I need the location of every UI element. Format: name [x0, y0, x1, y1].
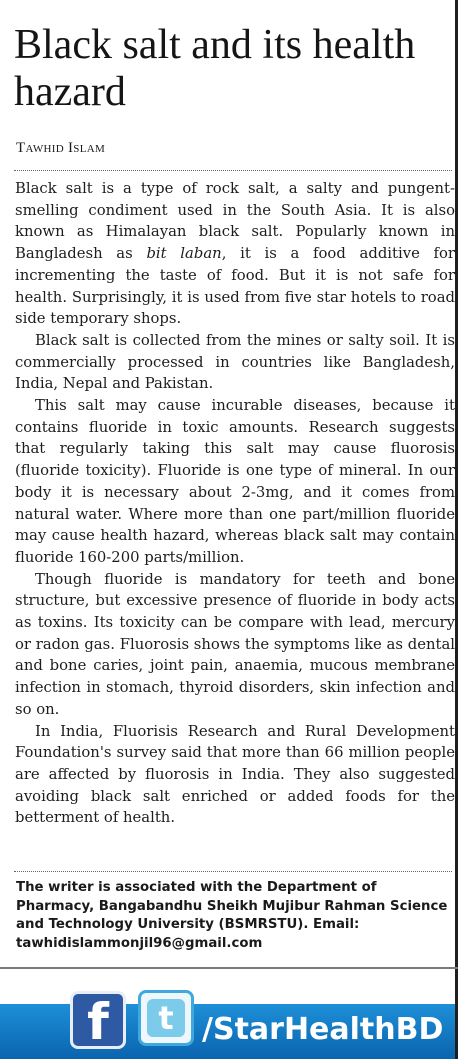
dotted-divider-top: [14, 170, 452, 171]
paragraph-1: [15, 178, 455, 330]
twitter-glyph: t: [147, 999, 185, 1037]
paragraph-3: This salt may cause incurable diseases, because it contains fluoride in toxic amounts. Research suggests that regularly taking this salt may cause fluorosis (fluoride toxicity). Fluoride is one type of mineral. In our body it is necessary about 2-3mg, and it comes from natural water. Where more than one part/million fluoride may cause health hazard, whereas black salt may contain fluoride 160-200 parts/million.: [15, 397, 455, 566]
author-note: The writer is associated with the Department of Pharmacy, Bangabandhu Sheikh Mujibur Rahman Science and Technology University (BSMRSTU). Email: tawhidislammonjil96@gmail.com: [16, 880, 448, 951]
paragraph-4: Though fluoride is mandatory for teeth and bone structure, but excessive presence of fluoride in body acts as toxins. Its toxicity can be compare with lead, mercury or radon gas. Fluorosis shows the symptoms like as dental and bone caries, joint pain, anaemia, mucous membrane infection in stomach, thyroid disorders, skin infection and so on.: [15, 570, 455, 718]
dotted-divider-bottom: [14, 871, 452, 872]
column-rule: [455, 0, 458, 1059]
paragraph-2: Black salt is collected from the mines or salty soil. It is commercially processed in countries like Bangladesh, India, Nepal and Pakistan.: [15, 331, 455, 393]
paragraph-1-text-b: , it is a food additive for incrementing the taste of food. But it is not safe for health. Surprisingly, it is used from five star hotels to road side temporary shops.: [15, 245, 455, 328]
paragraph-1-emphasis: bit laban: [146, 245, 222, 263]
section-divider: [0, 967, 458, 969]
paragraph-5: In India, Fluorisis Research and Rural Development Foundation's survey said that more than 66 million people are affected by fluorosis in India. They also suggested avoiding black salt enriched or added foods for the betterment of health.: [15, 722, 455, 827]
twitter-icon[interactable]: [138, 990, 194, 1046]
byline: Tawhid Islam: [16, 140, 106, 156]
social-handle[interactable]: /StarHealthBD: [202, 1012, 444, 1047]
article-body: [15, 178, 455, 829]
facebook-icon[interactable]: f: [70, 991, 126, 1049]
paragraph-1-text-a: Black salt is a type of rock salt, a salty and pungent-smelling condiment used in the South Asia. It is also known as Himalayan black salt. Popularly known in Bangladesh as: [15, 180, 455, 263]
article-title: Black salt and its health hazard: [14, 22, 416, 115]
